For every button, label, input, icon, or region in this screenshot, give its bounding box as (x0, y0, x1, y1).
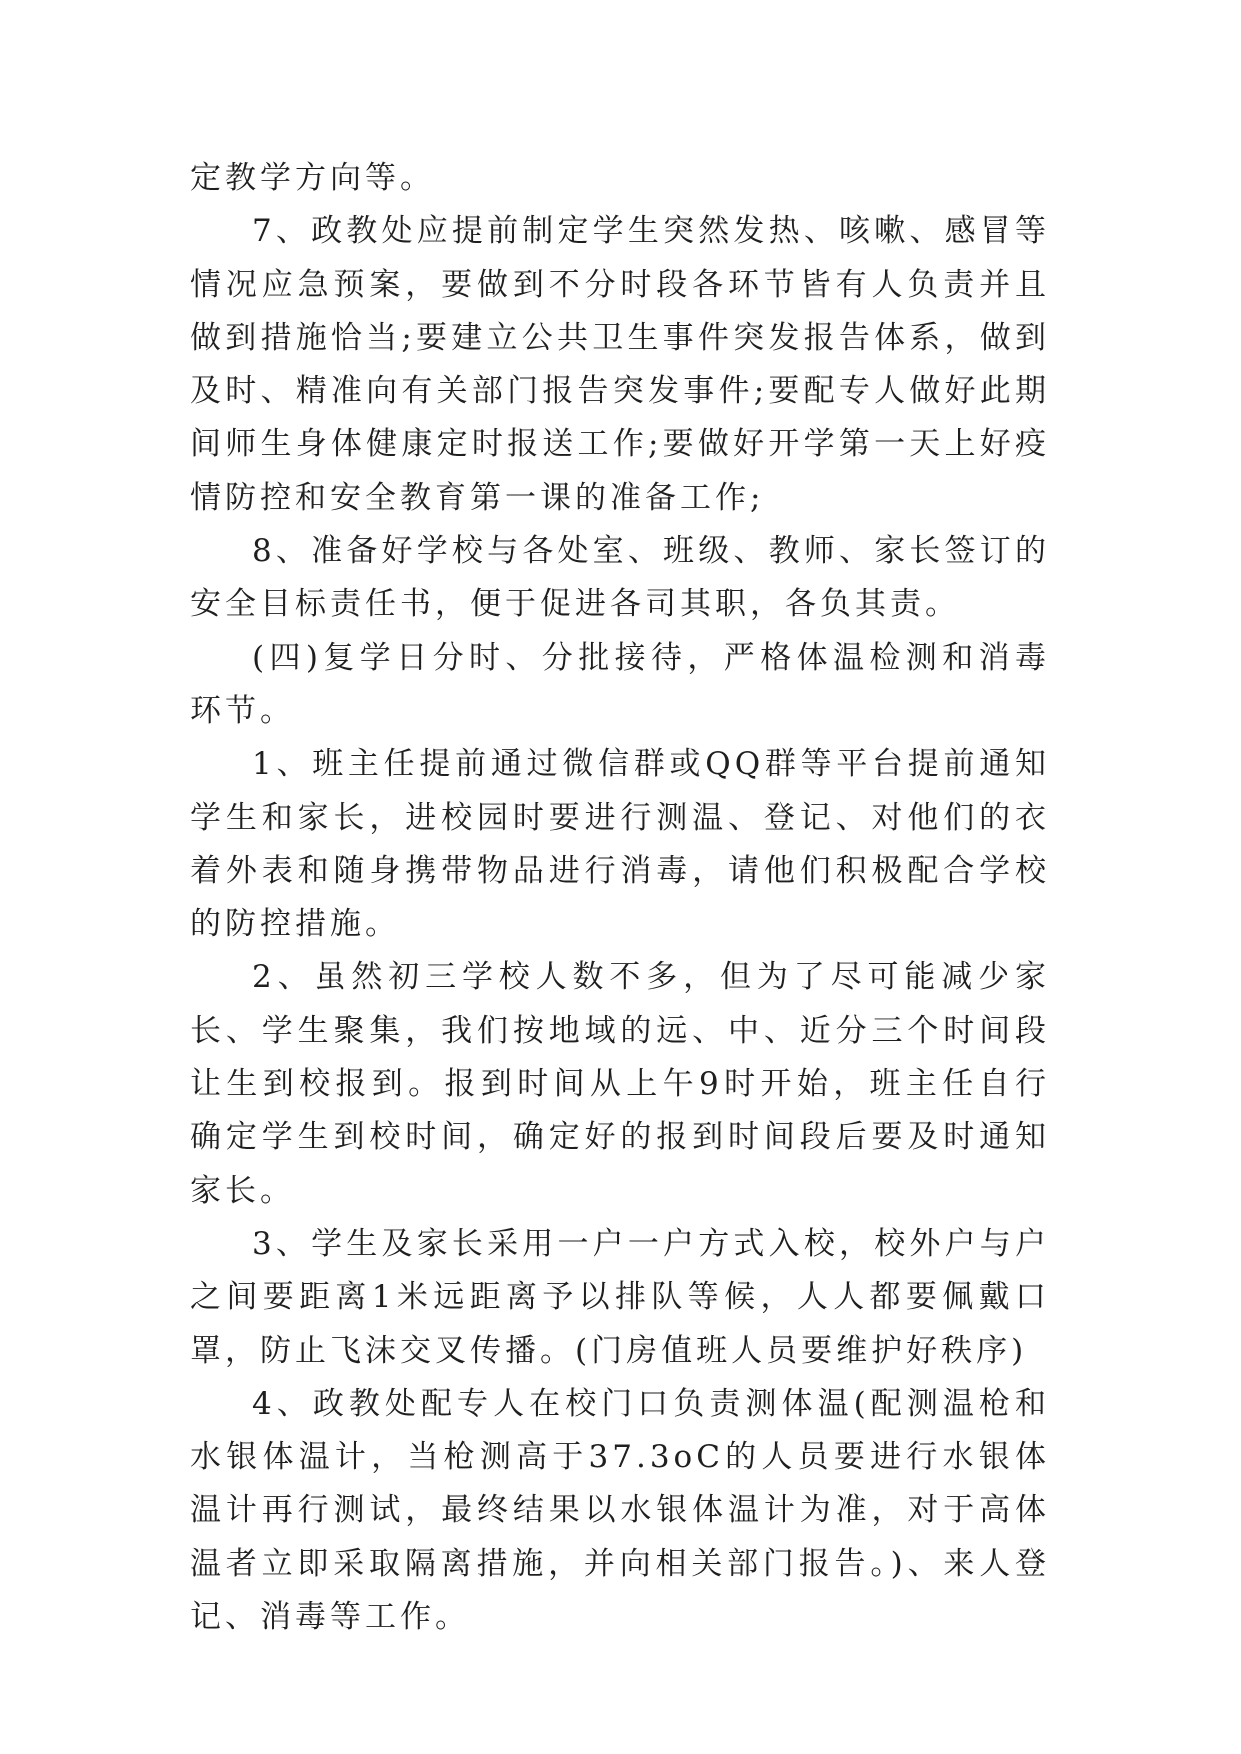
paragraph-item-8: 8、准备好学校与各处室、班级、教师、家长签订的安全目标责任书，便于促进各司其职，各负其责。 (190, 533, 1050, 623)
paragraph-item-3: 3、学生及家长采用一户一户方式入校，校外户与户之间要距离1米远距离予以排队等候，人人都要佩戴口罩，防止飞沫交叉传播。(门房值班人员要维护好秩序) (190, 1225, 1050, 1369)
paragraph-item-2: 2、虽然初三学校人数不多，但为了尽可能减少家长、学生聚集，我们按地域的远、中、近分三个时间段让生到校报到。报到时间从上午9时开始，班主任自行确定学生到校时间，确定好的报到时间段后要及时通知家长。 (190, 959, 1050, 1209)
paragraph-item-7: 7、政教处应提前制定学生突然发热、咳嗽、感冒等情况应急预案，要做到不分时段各环节皆有人负责并且做到措施恰当;要建立公共卫生事件突发报告体系，做到及时、精准向有关部门报告突发事件;要配专人做好此期间师生身体健康定时报送工作;要做好开学第一天上好疫情防控和安全教育第一课的准备工作; (190, 213, 1050, 516)
document-body (190, 152, 1050, 1644)
paragraph-item-4: 4、政教处配专人在校门口负责测体温(配测温枪和水银体温计，当枪测高于37.3oC的人员要进行水银体温计再行测试，最终结果以水银体温计为准，对于高体温者立即采取隔离措施，并向相关部门报告。)、来人登记、消毒等工作。 (190, 1385, 1050, 1636)
paragraph-item-1: 1、班主任提前通过微信群或QQ群等平台提前通知学生和家长，进校园时要进行测温、登记、对他们的衣着外表和随身携带物品进行消毒，请他们积极配合学校的防控措施。 (190, 746, 1050, 943)
section-heading-4: (四)复学日分时、分批接待，严格体温检测和消毒环节。 (190, 639, 1050, 729)
paragraph-continuation: 定教学方向等。 (190, 160, 435, 196)
